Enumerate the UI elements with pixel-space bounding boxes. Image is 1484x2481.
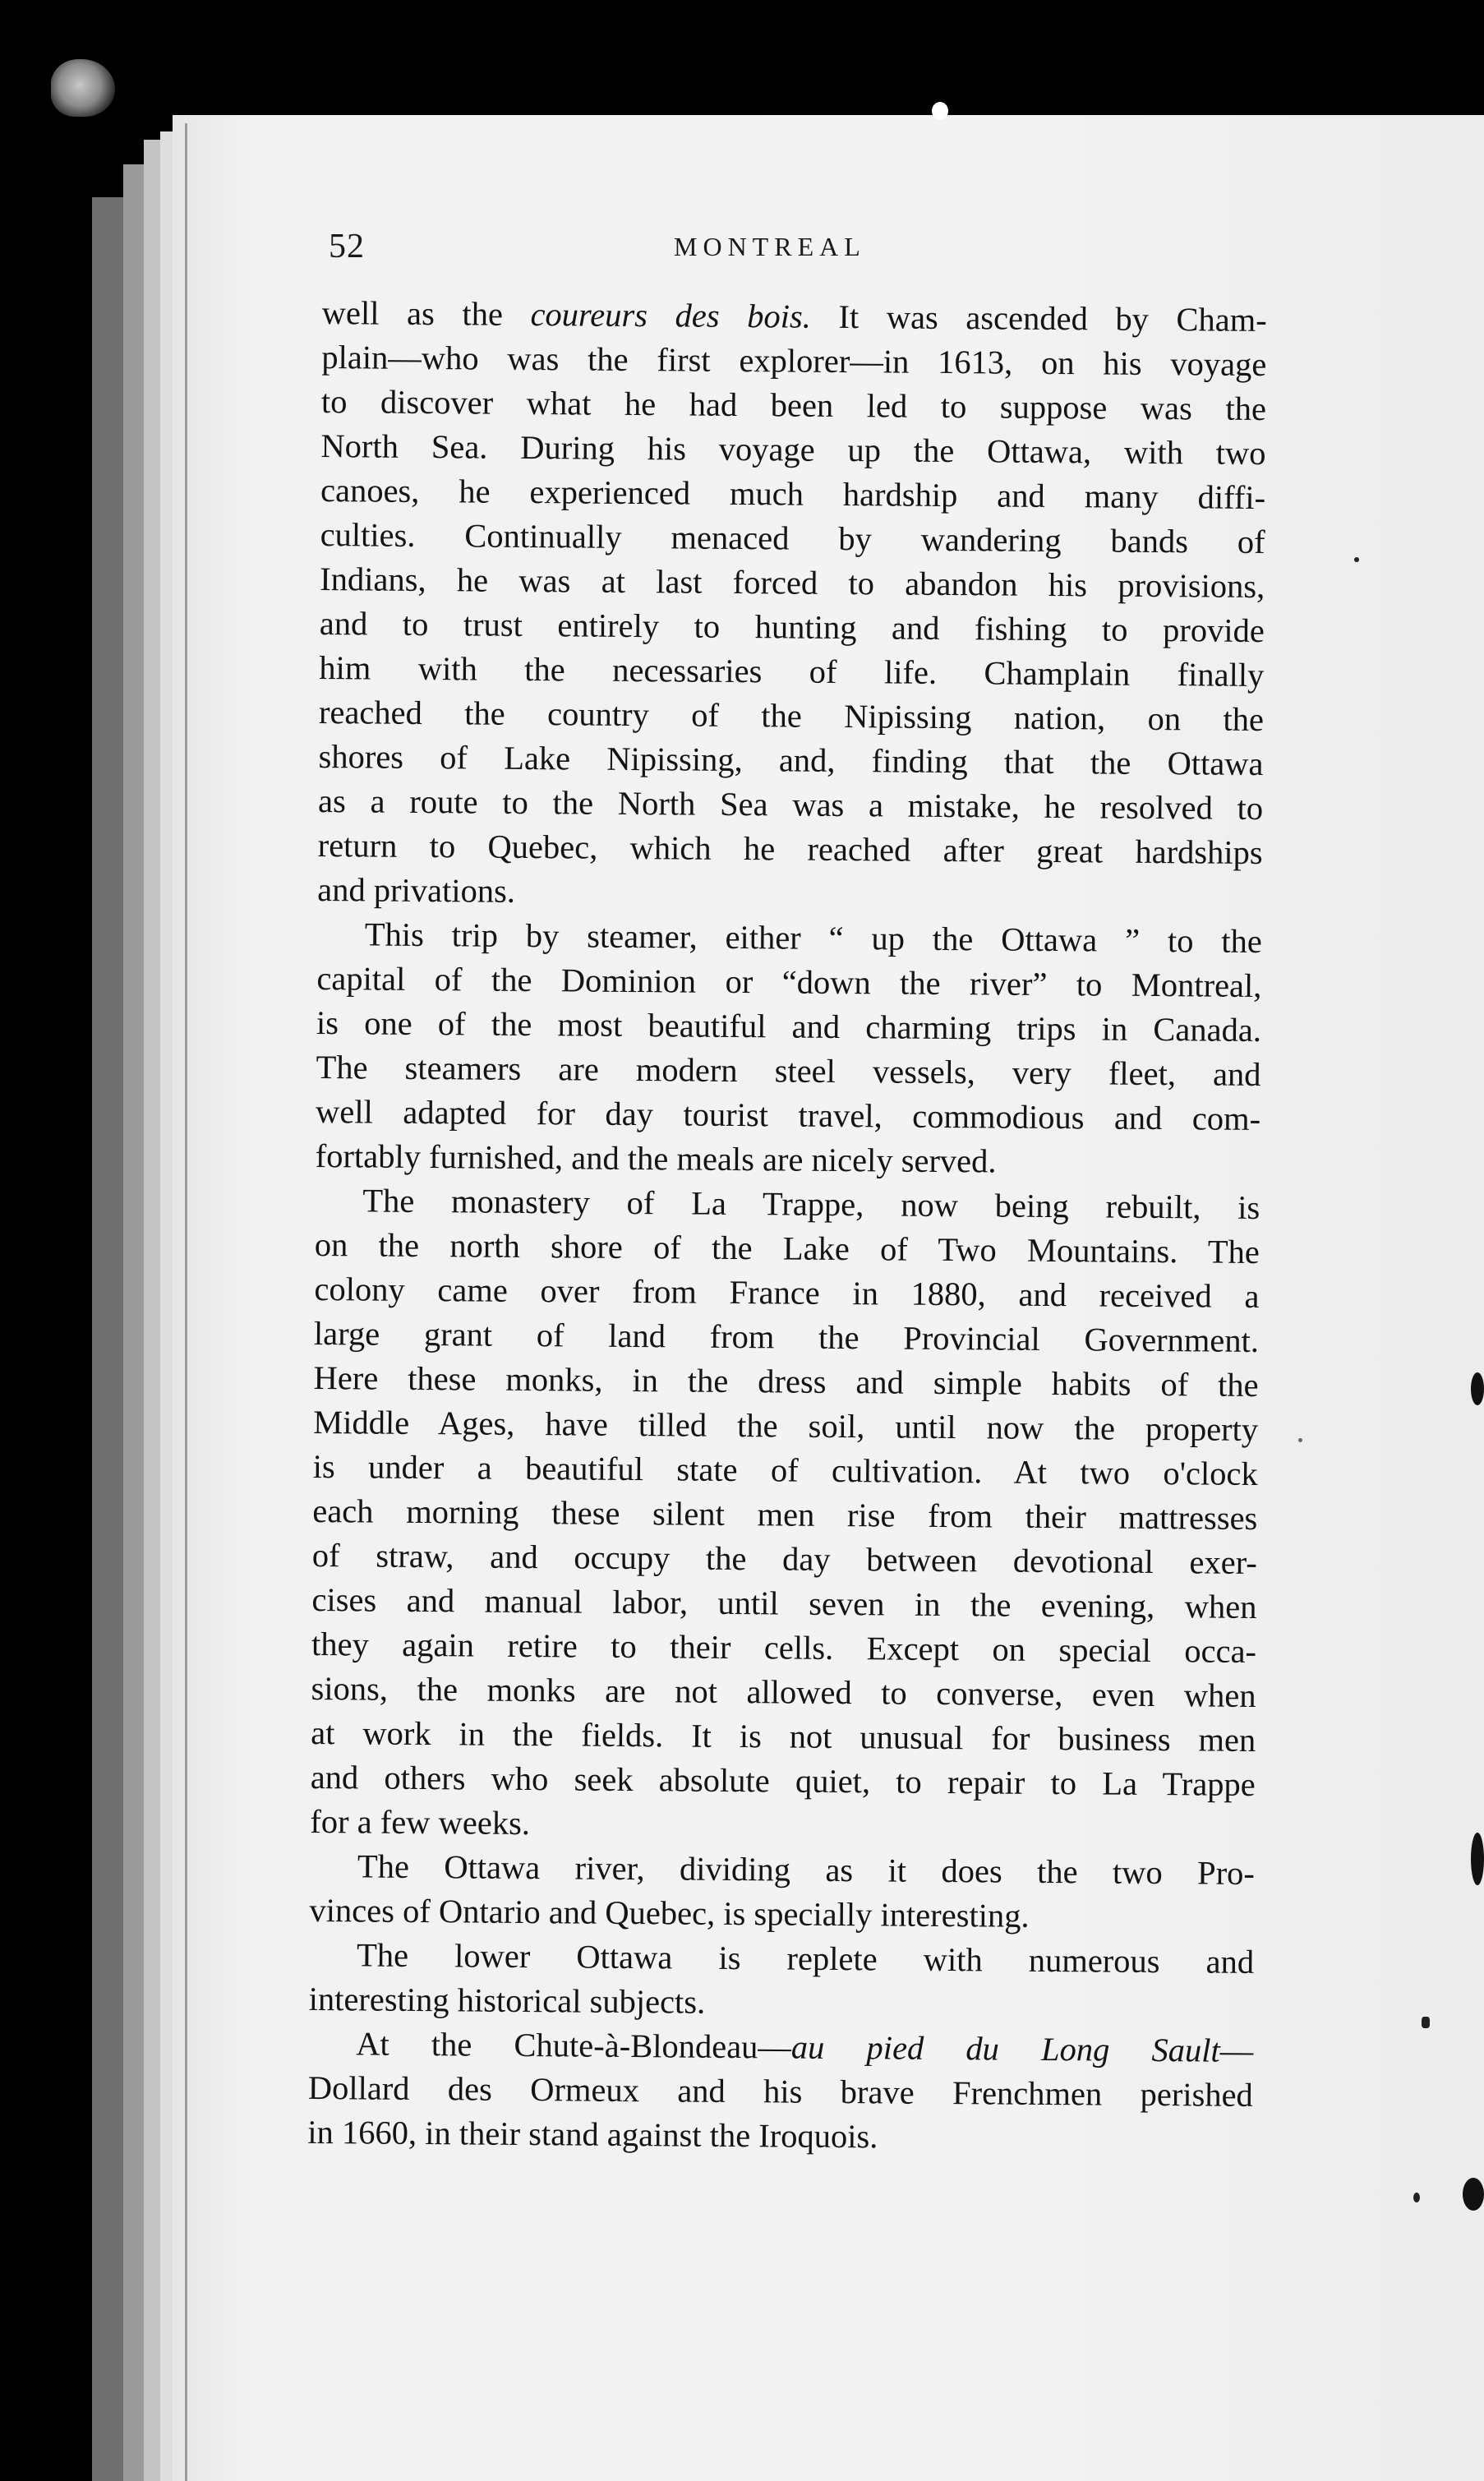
running-head: MONTREAL [674, 232, 866, 261]
text-line: to discover what he had been led to suppose was the [320, 382, 1267, 428]
text-line: The monastery of La Trappe, now being rebuilt, is [362, 1182, 1260, 1226]
scan-speck [1413, 2193, 1420, 2202]
text-line: and others who seek absolute quiet, to repair to La Trappe [310, 1758, 1256, 1803]
paragraph [308, 1933, 1254, 2029]
text-line: plain—who was the first explorer—in 1613, on his voyage [321, 338, 1267, 384]
scan-blot [51, 59, 115, 117]
text-line: well as the coureurs des bois. It was ascended by Cham- [321, 293, 1267, 339]
text-line: fortably furnished, and the meals are nicely served. [315, 1137, 997, 1180]
text-line: each morning these silent men rise from their mattresses [312, 1492, 1258, 1537]
text-line: North Sea. During his voyage up the Ottawa, with two [320, 427, 1266, 473]
text-line: colony came over from France in 1880, and received a [314, 1270, 1260, 1315]
text-line: sions, the monks are not allowed to converse, even when [311, 1669, 1256, 1714]
text-line: cises and manual labor, until seven in the evening, when [311, 1580, 1257, 1626]
text-line: Indians, he was at last forced to abandon his provisions, [320, 560, 1265, 606]
text-line: The lower Ottawa is replete with numerous and [356, 1936, 1255, 1981]
text-line: well adapted for day tourist travel, commodious and com- [315, 1092, 1261, 1138]
text-line: is one of the most beautiful and charming trips in Canada. [316, 1003, 1262, 1049]
paragraph [310, 1178, 1260, 1852]
text-line: culties. Continually menaced by wandering bands of [320, 515, 1265, 561]
text-line: vinces of Ontario and Quebec, is specially interesting. [309, 1891, 1030, 1935]
text-line: him with the necessaries of life. Champlain finally [319, 648, 1265, 694]
text-line: on the north shore of the Lake of Two Mountains. The [314, 1225, 1260, 1270]
scan-speck [1422, 2017, 1430, 2028]
text-line: reached the country of the Nipissing nation, on the [318, 693, 1265, 739]
paragraph [309, 1844, 1255, 1940]
text-line: capital of the Dominion or “down the river” to Montreal, [316, 959, 1262, 1005]
text-line: is under a beautiful state of cultivation. At two o'clock [312, 1447, 1258, 1492]
text-line: for a few weeks. [310, 1802, 531, 1842]
scan-dot [932, 102, 948, 120]
text-line: shores of Lake Nipissing, and, finding that the Ottawa [318, 737, 1264, 783]
page-gutter-line [185, 123, 187, 2481]
paragraph [307, 2022, 1253, 2162]
scan-speck [1354, 557, 1359, 562]
page-number: 52 [329, 228, 365, 265]
text-line: in 1660, in their stand against the Iroquois. [307, 2113, 878, 2156]
page-header [329, 227, 1265, 276]
paragraph [317, 291, 1267, 920]
text-line: they again retire to their cells. Except on special occa- [311, 1625, 1257, 1670]
text-line: and to trust entirely to hunting and fishing to provide [319, 604, 1265, 650]
text-line: This trip by steamer, either “ up the Ottawa ” to the [364, 915, 1262, 961]
scan-mark [1471, 1372, 1484, 1405]
text-line: Dollard des Ormeux and his brave Frenchmen perished [307, 2068, 1253, 2114]
text-line: of straw, and occupy the day between devotional exer- [311, 1536, 1258, 1581]
text-line: Middle Ages, have tilled the soil, until now the property [313, 1403, 1259, 1448]
text-line: large grant of land from the Provincial Government. [313, 1314, 1260, 1359]
text-line: at work in the fields. It is not unusual for business men [311, 1713, 1256, 1759]
text-line: canoes, he experienced much hardship and many diffi- [320, 471, 1266, 517]
text-line: interesting historical subjects. [308, 1980, 706, 2021]
text-line: At the Chute-à-Blondeau—au pied du Long Sault— [356, 2025, 1254, 2069]
text-line: Here these monks, in the dress and simple habits of the [313, 1358, 1259, 1404]
scan-mark [1463, 2178, 1484, 2211]
text-line: return to Quebec, which he reached after great hardships [317, 826, 1263, 872]
text-line: and privations. [317, 870, 516, 910]
text-line: as a route to the North Sea was a mistake, he resolved to [317, 782, 1264, 828]
scan-speck [1298, 1438, 1302, 1442]
text-line: The Ottawa river, dividing as it does the two Pro- [357, 1847, 1256, 1892]
text-line: The steamers are modern steel vessels, very fleet, and [316, 1048, 1261, 1094]
paragraph [316, 912, 1263, 1186]
body-text [307, 291, 1267, 2162]
scan-mark [1471, 1833, 1484, 1885]
